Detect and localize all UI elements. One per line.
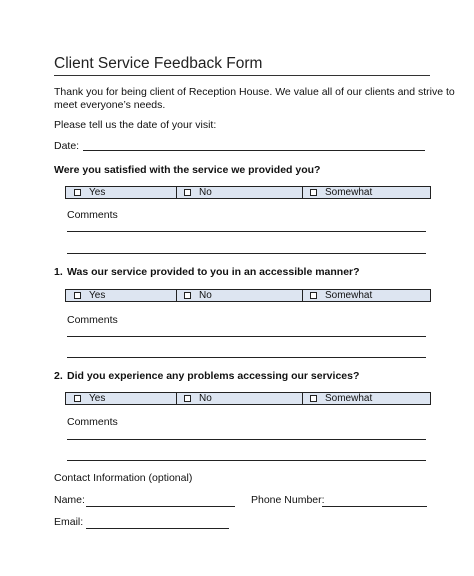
option-label: Yes <box>89 290 106 301</box>
option-label: No <box>199 393 212 404</box>
question-satisfied: Were you satisfied with the service we provided you? <box>54 164 321 176</box>
option-label: No <box>199 290 212 301</box>
option-yes-q1[interactable] <box>74 290 105 301</box>
form-title: Client Service Feedback Form <box>54 55 263 72</box>
checkbox-icon[interactable] <box>184 292 191 299</box>
option-divider <box>176 187 177 198</box>
comment-line[interactable] <box>67 439 426 440</box>
phone-field[interactable] <box>322 506 427 507</box>
checkbox-icon[interactable] <box>74 395 81 402</box>
option-divider <box>302 187 303 198</box>
option-label: Somewhat <box>325 187 373 198</box>
option-somewhat-satisfied[interactable] <box>310 187 372 198</box>
checkbox-icon[interactable] <box>310 189 317 196</box>
option-divider <box>302 290 303 301</box>
phone-label: Phone Number: <box>251 494 325 506</box>
checkbox-icon[interactable] <box>310 395 317 402</box>
date-field[interactable] <box>83 150 425 151</box>
comment-line[interactable] <box>67 253 426 254</box>
option-label: Yes <box>89 187 106 198</box>
intro-text-line-2: meet everyone’s needs. <box>54 99 166 111</box>
checkbox-icon[interactable] <box>74 189 81 196</box>
comment-line[interactable] <box>67 231 426 232</box>
checkbox-icon[interactable] <box>184 189 191 196</box>
option-label: Yes <box>89 393 106 404</box>
title-underline <box>54 75 430 76</box>
comment-line[interactable] <box>67 336 426 337</box>
name-label: Name: <box>54 494 85 506</box>
options-row-question-2 <box>65 392 431 405</box>
name-field[interactable] <box>86 506 235 507</box>
option-yes-q2[interactable] <box>74 393 105 404</box>
comments-label-q1: Comments <box>67 314 118 326</box>
date-prompt: Please tell us the date of your visit: <box>54 119 217 131</box>
comments-label-satisfied: Comments <box>67 209 118 221</box>
option-label: Somewhat <box>325 393 373 404</box>
checkbox-icon[interactable] <box>184 395 191 402</box>
option-somewhat-q2[interactable] <box>310 393 372 404</box>
option-no-q1[interactable] <box>184 290 212 301</box>
options-row-satisfied <box>65 186 431 199</box>
option-no-q2[interactable] <box>184 393 212 404</box>
email-field[interactable] <box>86 528 229 529</box>
contact-heading: Contact Information (optional) <box>54 472 193 484</box>
question-2-number: 2. <box>54 370 63 382</box>
intro-text-line-1: Thank you for being client of Reception House. We value all of our clients and strive to <box>54 86 455 98</box>
checkbox-icon[interactable] <box>310 292 317 299</box>
option-label: Somewhat <box>325 290 373 301</box>
comment-line[interactable] <box>67 357 426 358</box>
options-row-question-1 <box>65 289 431 302</box>
date-label: Date: <box>54 140 80 152</box>
option-divider <box>176 393 177 404</box>
option-somewhat-q1[interactable] <box>310 290 372 301</box>
question-2-text: Did you experience any problems accessing our services? <box>67 370 360 382</box>
option-label: No <box>199 187 212 198</box>
question-1-text: Was our service provided to you in an accessible manner? <box>67 266 360 278</box>
option-no-satisfied[interactable] <box>184 187 212 198</box>
email-label: Email: <box>54 516 84 528</box>
option-divider <box>176 290 177 301</box>
option-yes-satisfied[interactable] <box>74 187 105 198</box>
question-1-number: 1. <box>54 266 63 278</box>
comment-line[interactable] <box>67 460 426 461</box>
option-divider <box>302 393 303 404</box>
checkbox-icon[interactable] <box>74 292 81 299</box>
comments-label-q2: Comments <box>67 416 118 428</box>
